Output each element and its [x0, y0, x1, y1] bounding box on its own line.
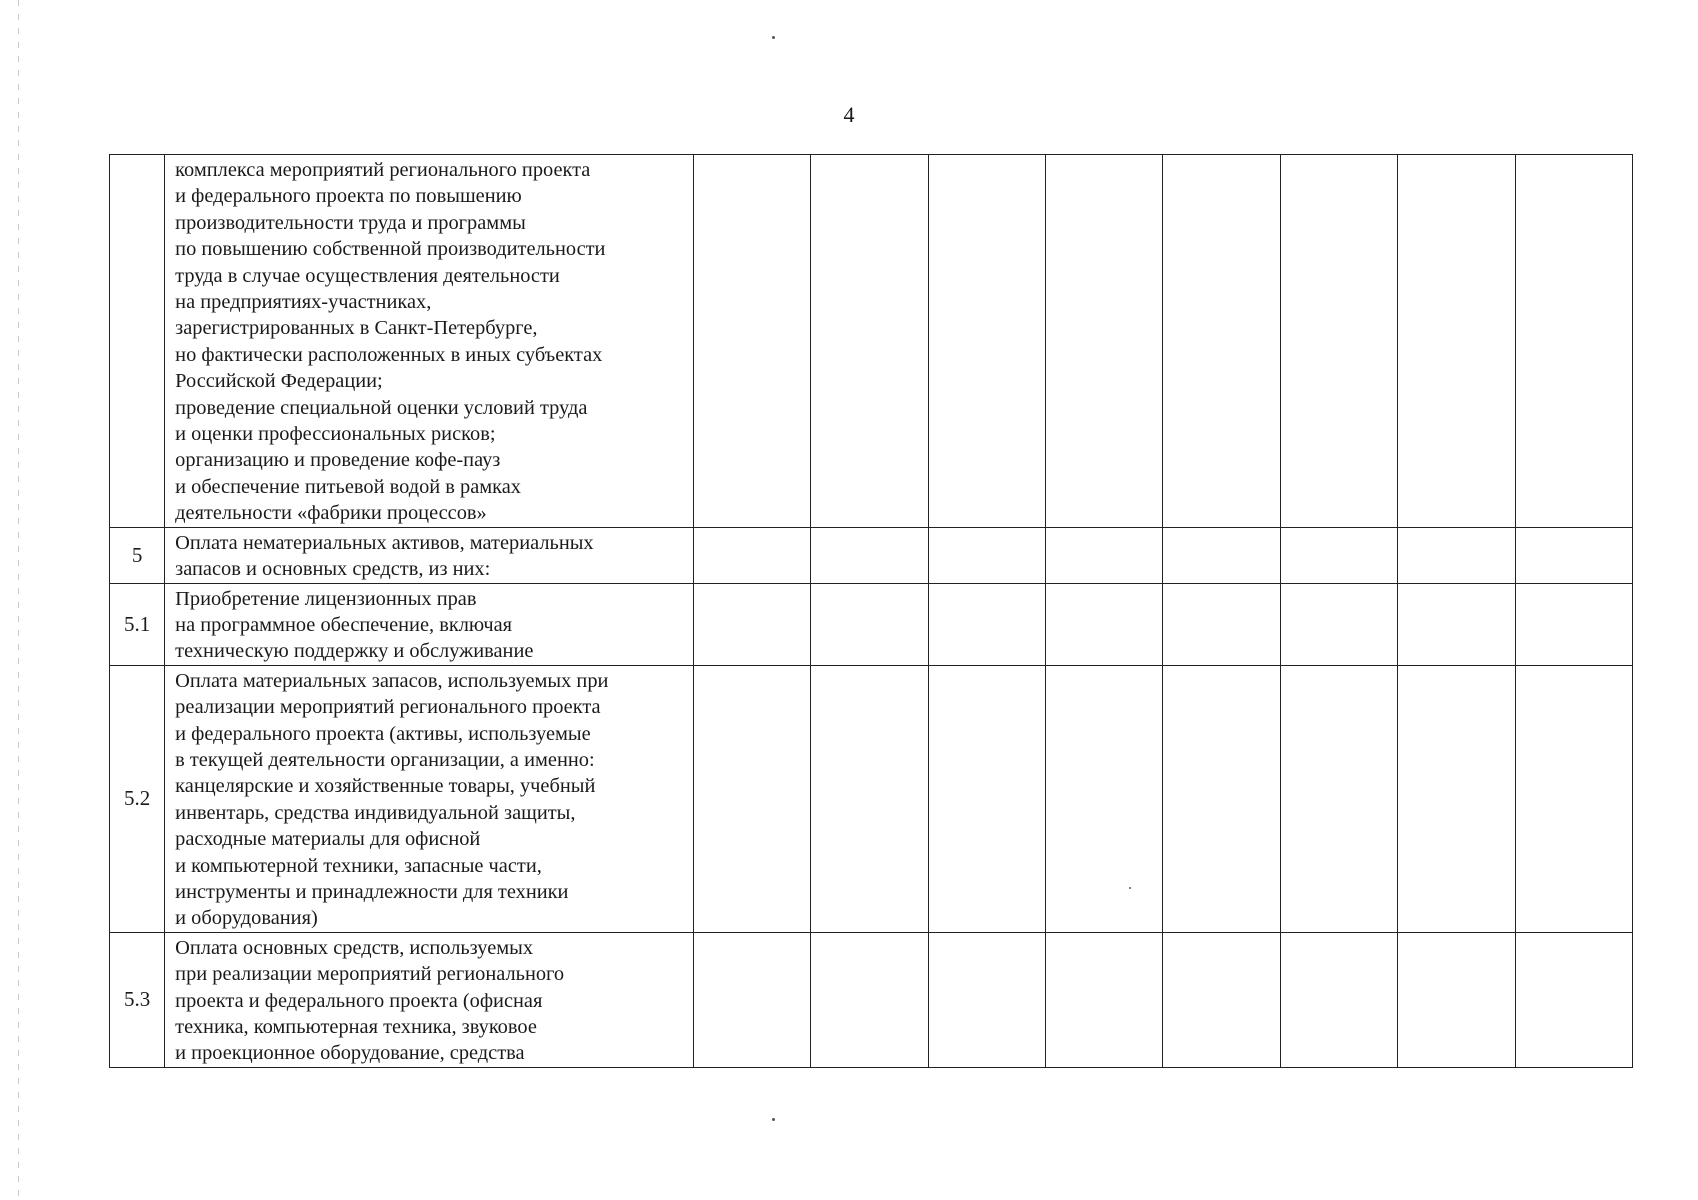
description-line: и оценки профессиональных рисков; — [175, 423, 496, 446]
empty-cell — [1046, 527, 1163, 583]
description-line: техническую поддержку и обслуживание — [175, 640, 534, 663]
row-description — [165, 527, 694, 583]
empty-cell — [928, 932, 1045, 1067]
empty-cell — [1398, 583, 1515, 665]
description-line: но фактически расположенных в иных субъектах — [175, 343, 603, 366]
row-number: 5.2 — [110, 665, 165, 932]
table-row — [110, 932, 1633, 1067]
description-line: и обеспечение питьевой водой в рамках — [175, 475, 521, 498]
empty-cell — [1046, 583, 1163, 665]
row-description — [165, 932, 694, 1067]
scan-speck — [772, 36, 775, 39]
table-row — [110, 527, 1633, 583]
description-line: Оплата основных средств, используемых — [175, 936, 534, 959]
description-line: и компьютерной техники, запасные части, — [175, 854, 542, 877]
empty-cell — [693, 932, 810, 1067]
empty-cell — [1280, 527, 1397, 583]
description-line: производительности труда и программы — [175, 211, 526, 234]
empty-cell — [1515, 932, 1632, 1067]
scan-speck — [772, 1118, 775, 1121]
empty-cell — [1163, 665, 1280, 932]
empty-cell — [693, 527, 810, 583]
description-line: канцелярские и хозяйственные товары, учебный — [175, 775, 596, 798]
row-number — [110, 155, 165, 528]
description-line: комплекса мероприятий регионального проекта — [175, 159, 591, 181]
description-line: проекта и федерального проекта (офисная — [175, 989, 543, 1012]
empty-cell — [1515, 665, 1632, 932]
empty-cell — [1280, 583, 1397, 665]
empty-cell — [1280, 155, 1397, 528]
description-line: Оплата нематериальных активов, материальных — [175, 531, 594, 554]
row-description — [165, 583, 694, 665]
empty-cell — [811, 583, 928, 665]
empty-cell — [1398, 155, 1515, 528]
empty-cell — [1398, 665, 1515, 932]
empty-cell — [1398, 932, 1515, 1067]
empty-cell — [1046, 665, 1163, 932]
empty-cell — [1515, 155, 1632, 528]
empty-cell — [1046, 932, 1163, 1067]
description-line: проведение специальной оценки условий труда — [175, 396, 588, 419]
row-number: 5.3 — [110, 932, 165, 1067]
empty-cell — [1163, 155, 1280, 528]
empty-cell — [811, 932, 928, 1067]
description-line: и оборудования) — [175, 907, 318, 930]
description-line: труда в случае осуществления деятельности — [175, 264, 560, 287]
page-number: 4 — [843, 102, 855, 127]
empty-cell — [1163, 583, 1280, 665]
empty-cell — [928, 155, 1045, 528]
description-line: в текущей деятельности организации, а именно: — [175, 748, 595, 771]
description-line: организацию и проведение кофе-пауз — [175, 449, 501, 472]
budget-table — [109, 154, 1633, 1068]
description-line: Российской Федерации; — [175, 370, 383, 393]
description-line: расходные материалы для офисной — [175, 828, 481, 851]
description-line: инвентарь, средства индивидуальной защиты, — [175, 801, 576, 824]
empty-cell — [811, 155, 928, 528]
row-number: 5.1 — [110, 583, 165, 665]
empty-cell — [928, 583, 1045, 665]
empty-cell — [693, 665, 810, 932]
description-line: техника, компьютерная техника, звуковое — [175, 1016, 537, 1038]
empty-cell — [1398, 527, 1515, 583]
description-line: на программное обеспечение, включая — [175, 613, 513, 636]
description-line: при реализации мероприятий регионального — [175, 963, 565, 986]
row-description — [165, 155, 694, 528]
empty-cell — [1280, 665, 1397, 932]
empty-cell — [1163, 932, 1280, 1067]
description-line: запасов и основных средств, из них: — [175, 558, 491, 581]
row-number: 5 — [110, 527, 165, 583]
description-line: по повышению собственной производительности — [175, 238, 606, 261]
empty-cell — [811, 527, 928, 583]
description-line: реализации мероприятий регионального проекта — [175, 696, 601, 719]
description-line: зарегистрированных в Санкт-Петербурге, — [175, 317, 538, 340]
empty-cell — [811, 665, 928, 932]
empty-cell — [1515, 583, 1632, 665]
table-row — [110, 665, 1633, 932]
description-line: Оплата материальных запасов, используемых при — [175, 669, 609, 692]
description-line: на предприятиях-участниках, — [175, 291, 432, 314]
empty-cell — [1046, 155, 1163, 528]
empty-cell — [1163, 527, 1280, 583]
scan-edge-mark — [18, 0, 19, 1200]
empty-cell — [693, 583, 810, 665]
row-description — [165, 665, 694, 932]
table-row — [110, 583, 1633, 665]
empty-cell — [693, 155, 810, 528]
empty-cell — [1280, 932, 1397, 1067]
empty-cell — [928, 665, 1045, 932]
empty-cell — [1515, 527, 1632, 583]
table-row — [110, 155, 1633, 528]
description-line: инструменты и принадлежности для техники — [175, 880, 569, 903]
description-line: Приобретение лицензионных прав — [175, 587, 477, 610]
description-line: деятельности «фабрики процессов» — [175, 502, 487, 525]
description-line: и проекционное оборудование, средства — [175, 1042, 525, 1065]
description-line: и федерального проекта (активы, используемые — [175, 722, 591, 745]
empty-cell — [928, 527, 1045, 583]
description-line: и федерального проекта по повышению — [175, 185, 522, 208]
